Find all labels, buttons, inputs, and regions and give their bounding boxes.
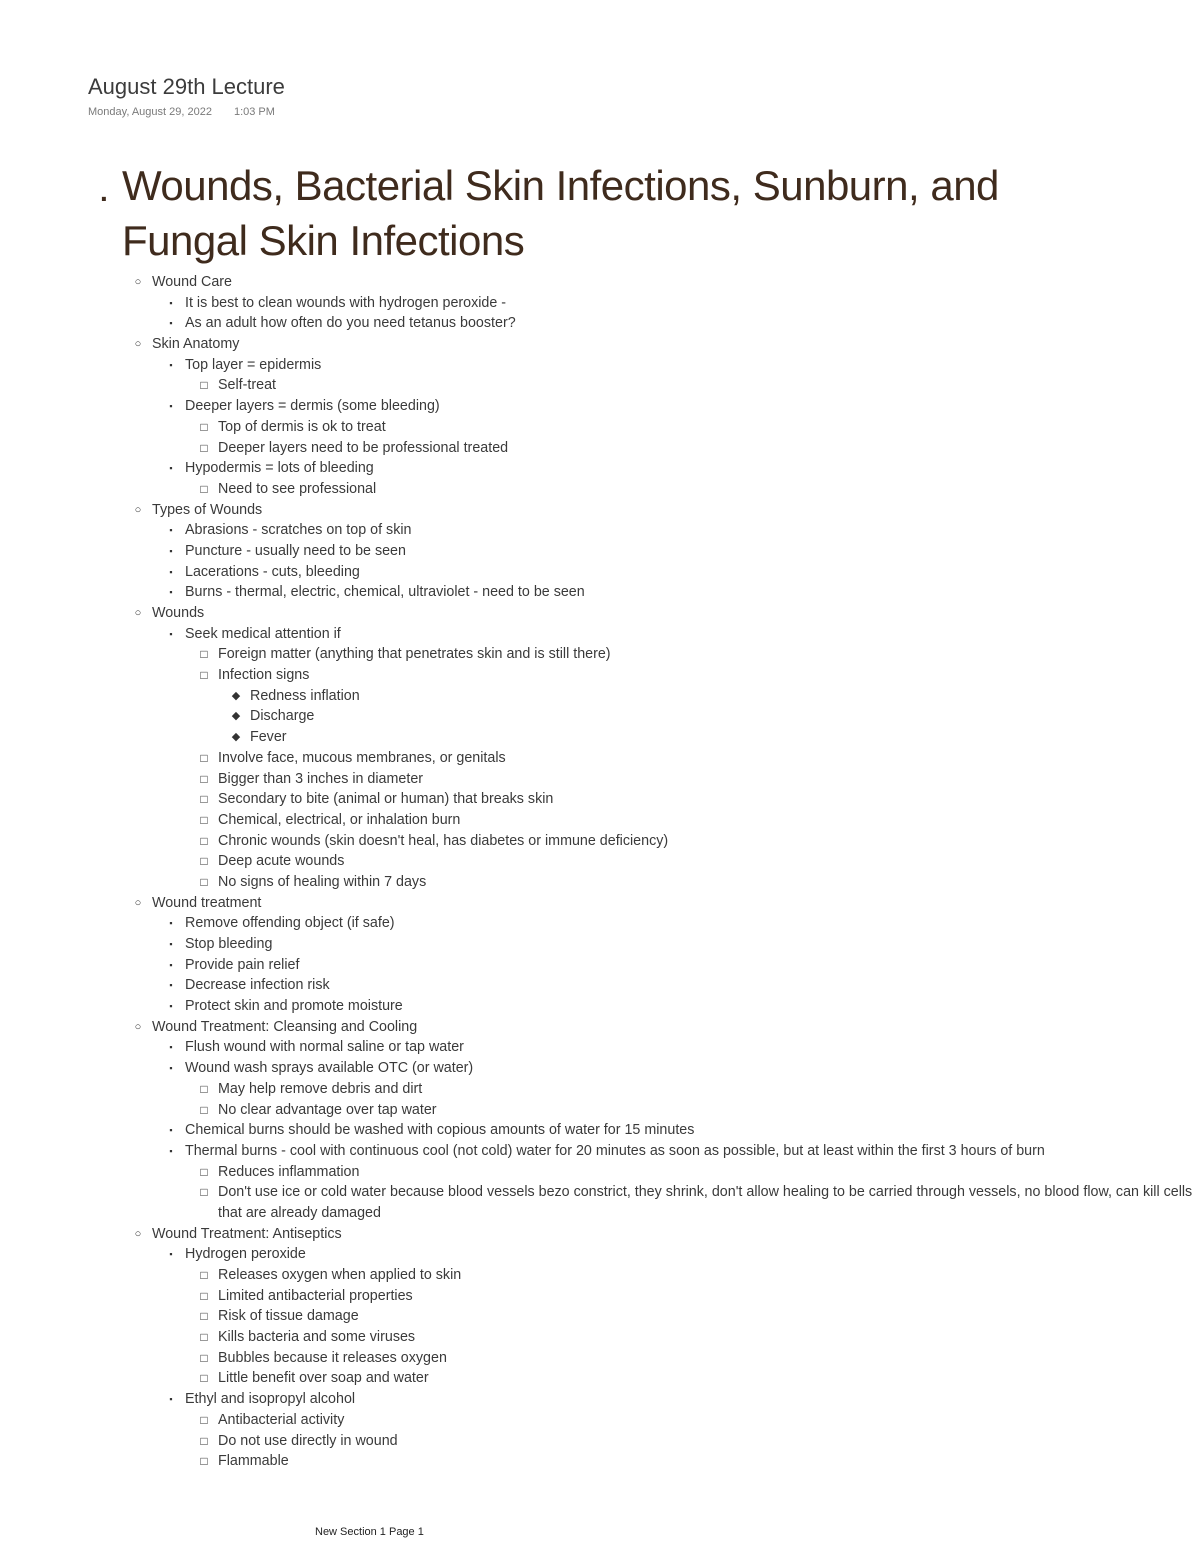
outline-item (0, 913, 1200, 934)
bullet-icon: ▪ (169, 463, 173, 474)
bullet-icon: ▪ (169, 1063, 173, 1074)
outline-item (0, 1037, 1200, 1058)
bullet-icon: ▪ (169, 1125, 173, 1136)
outline-item-text: Involve face, mucous membranes, or genitals (218, 749, 506, 766)
outline-item (0, 1058, 1200, 1079)
bullet-icon: ○ (134, 1227, 142, 1240)
outline-item (0, 686, 1200, 707)
outline-item-text: Abrasions - scratches on top of skin (185, 522, 412, 539)
bullet-icon: □ (200, 1433, 208, 1448)
bullet-icon: ○ (134, 607, 142, 619)
bullet-icon: □ (200, 1350, 208, 1365)
outline-item-text: Puncture - usually need to be seen (185, 542, 406, 559)
bullet-icon: ▪ (169, 1249, 173, 1260)
outline-item-text: Need to see professional (218, 480, 377, 497)
outline-item (0, 851, 1200, 872)
outline-item-text: Hypodermis = lots of bleeding (185, 460, 374, 477)
outline-item (0, 1224, 1200, 1245)
outline-item (0, 872, 1200, 893)
outline-item-text: Top layer = epidermis (185, 356, 322, 373)
outline-item-text: Burns - thermal, electric, chemical, ultraviolet - need to be seen (185, 584, 585, 601)
outline-item (0, 1368, 1200, 1389)
outline-item-text: Little benefit over soap and water (218, 1370, 429, 1387)
bullet-icon: ▪ (169, 980, 173, 991)
outline-list (0, 272, 1200, 1472)
bullet-icon: ▪ (169, 587, 173, 598)
bullet-icon: □ (200, 419, 208, 434)
outline-item-text: Deeper layers need to be professional treated (218, 439, 509, 456)
bullet-icon: □ (200, 874, 208, 889)
outline-item-text: As an adult how often do you need tetanus booster? (185, 315, 516, 332)
bullet-icon: ○ (134, 338, 142, 351)
outline-item (0, 831, 1200, 852)
outline-item-text: Deeper layers = dermis (some bleeding) (185, 398, 440, 415)
outline-item (0, 1431, 1200, 1452)
bullet-icon: ▪ (169, 628, 173, 639)
bullet-icon: ○ (134, 503, 142, 516)
outline-item-text: Skin Anatomy (152, 336, 240, 353)
outline-item-text: Kills bacteria and some viruses (218, 1329, 416, 1346)
outline-item (0, 1079, 1200, 1100)
bullet-icon: □ (200, 833, 208, 848)
bullet-icon: ▪ (169, 918, 173, 929)
bullet-icon: □ (200, 1185, 208, 1200)
bullet-icon: □ (200, 1371, 208, 1386)
outline-item (0, 624, 1200, 645)
outline-item (0, 334, 1200, 355)
bullet-icon: ▪ (169, 566, 173, 577)
outline-item-text: Wound treatment (152, 894, 262, 911)
outline-item-text: May help remove debris and dirt (218, 1080, 423, 1097)
outline-item-text: Lacerations - cuts, bleeding (185, 563, 360, 580)
outline-item-text: Stop bleeding (185, 936, 273, 952)
outline-item (0, 313, 1200, 334)
bullet-icon: ○ (134, 1020, 142, 1033)
outline-item-text: Types of Wounds (152, 501, 263, 518)
bullet-icon: □ (200, 647, 208, 662)
page-date: Monday, August 29, 2022 (88, 106, 212, 118)
outline-item-text: Top of dermis is ok to treat (218, 418, 386, 435)
outline-item (0, 727, 1200, 748)
outline-item (0, 293, 1200, 314)
bullet-icon: ▪ (169, 545, 173, 556)
bullet-icon: ◆ (231, 710, 241, 723)
section-heading: Wounds, Bacterial Skin Infections, Sunburn, and Fungal Skin Infections (122, 162, 999, 264)
outline-item-text: Flush wound with normal saline or tap water (185, 1039, 464, 1056)
bullet-icon: □ (200, 1330, 208, 1345)
heading-bullet: . (100, 176, 108, 207)
outline-item (0, 1182, 1200, 1223)
page-meta (88, 106, 275, 118)
outline-item-text: Antibacterial activity (218, 1411, 345, 1428)
bullet-icon: ▪ (169, 359, 173, 370)
outline-item (0, 769, 1200, 790)
outline-item (0, 1162, 1200, 1183)
outline-item-text: Limited antibacterial properties (218, 1287, 413, 1304)
outline-item (0, 1451, 1200, 1472)
bullet-icon: ▪ (169, 1042, 173, 1053)
outline-item (0, 500, 1200, 521)
bullet-icon: □ (200, 1309, 208, 1324)
outline-item-text: Wound Treatment: Antiseptics (152, 1225, 342, 1242)
outline-item-text: Remove offending object (if safe) (185, 915, 395, 932)
outline-item (0, 644, 1200, 665)
outline-item (0, 789, 1200, 810)
outline-item-text: Provide pain relief (185, 956, 300, 973)
outline-item (0, 603, 1200, 624)
outline-item (0, 1327, 1200, 1348)
outline-item-text: Seek medical attention if (185, 625, 341, 642)
bullet-icon: □ (200, 668, 208, 683)
outline-item-text: Decrease infection risk (185, 977, 330, 994)
bullet-icon: ◆ (231, 689, 241, 702)
outline-item-text: No signs of healing within 7 days (218, 873, 427, 890)
bullet-icon: □ (200, 1081, 208, 1096)
outline-item-text: Foreign matter (anything that penetrates skin and is still there) (218, 646, 611, 663)
bullet-icon: □ (200, 854, 208, 869)
outline-item (0, 458, 1200, 479)
outline-item-text: Self-treat (218, 377, 277, 394)
bullet-icon: □ (200, 1288, 208, 1303)
outline-item (0, 1120, 1200, 1141)
outline-item (0, 1286, 1200, 1307)
page-title: August 29th Lecture (88, 74, 285, 99)
bullet-icon: ▪ (169, 525, 173, 536)
bullet-icon: ○ (134, 276, 142, 288)
bullet-icon: □ (200, 792, 208, 807)
outline-item (0, 479, 1200, 500)
outline-item (0, 375, 1200, 396)
outline-item-text: Discharge (250, 708, 315, 725)
outline-item-text: Protect skin and promote moisture (185, 998, 403, 1015)
outline-item (0, 1100, 1200, 1121)
outline-item (0, 562, 1200, 583)
outline-item-text: Do not use directly in wound (218, 1432, 398, 1449)
outline-item (0, 1306, 1200, 1327)
outline-item (0, 438, 1200, 459)
outline-item (0, 706, 1200, 727)
bullet-icon: □ (200, 481, 208, 496)
outline-item (0, 272, 1200, 293)
bullet-icon: ▪ (169, 959, 173, 970)
outline-item (0, 582, 1200, 603)
bullet-icon: □ (200, 1454, 208, 1469)
outline-item-text: Wound Treatment: Cleansing and Cooling (152, 1018, 418, 1035)
outline-item (0, 1389, 1200, 1410)
outline-item-text: Redness inflation (250, 687, 360, 704)
bullet-icon: ▪ (169, 318, 173, 329)
bullet-icon: □ (200, 771, 208, 786)
outline-item (0, 1265, 1200, 1286)
outline-item (0, 1141, 1200, 1162)
outline-item (0, 541, 1200, 562)
outline-item (0, 810, 1200, 831)
outline-item-text: It is best to clean wounds with hydrogen peroxide - (185, 294, 507, 311)
bullet-icon: ○ (134, 896, 142, 909)
bullet-icon: ▪ (169, 1001, 173, 1012)
outline-item-text: Infection signs (218, 667, 310, 684)
page-time: 1:03 PM (233, 106, 275, 118)
bullet-icon: □ (200, 750, 208, 765)
outline-item-text: Wound Care (152, 274, 233, 290)
outline-item-text: Chronic wounds (skin doesn't heal, has diabetes or immune deficiency) (218, 832, 669, 849)
outline-item-text: Wound wash sprays available OTC (or water) (185, 1060, 474, 1077)
outline-item-text: Hydrogen peroxide (185, 1246, 306, 1263)
bullet-icon: ▪ (169, 1145, 173, 1156)
outline-item (0, 1244, 1200, 1265)
bullet-icon: □ (200, 1412, 208, 1427)
outline-item (0, 520, 1200, 541)
outline-item-text: Wounds (152, 605, 205, 621)
outline-item-text: Secondary to bite (animal or human) that breaks skin (218, 791, 554, 808)
outline-item-text: Deep acute wounds (218, 853, 345, 870)
outline-item-text: No clear advantage over tap water (218, 1101, 437, 1118)
page-footer: New Section 1 Page 1 (315, 1526, 424, 1538)
outline-item (0, 748, 1200, 769)
outline-item-text: Don't use ice or cold water because blood vessels bezo constrict, they shrink, don't allow healing to be carried through vessels, no blood flow, can kill cells that are already damaged (218, 1184, 1193, 1221)
bullet-icon: ◆ (231, 731, 241, 744)
bullet-icon: ▪ (169, 939, 173, 949)
outline-item-text: Chemical burns should be washed with copious amounts of water for 15 minutes (185, 1122, 695, 1139)
outline-item-text: Risk of tissue damage (218, 1308, 359, 1325)
outline-item-text: Ethyl and isopropyl alcohol (185, 1391, 356, 1408)
outline-item (0, 975, 1200, 996)
outline-item (0, 934, 1200, 955)
bullet-icon: ▪ (169, 297, 173, 308)
outline-item (0, 1410, 1200, 1431)
bullet-icon: □ (200, 1164, 208, 1179)
outline-item-text: Thermal burns - cool with continuous cool (not cold) water for 20 minutes as soon as possible, but at least within the first 3 hours of burn (185, 1142, 1045, 1159)
outline-item (0, 355, 1200, 376)
outline-item-text: Releases oxygen when applied to skin (218, 1267, 462, 1284)
bullet-icon: □ (200, 378, 208, 393)
outline-item-text: Flammable (218, 1453, 289, 1470)
outline-item (0, 893, 1200, 914)
bullet-icon: ▪ (169, 1394, 173, 1405)
outline-item-text: Bigger than 3 inches in diameter (218, 770, 424, 787)
bullet-icon: □ (200, 440, 208, 455)
outline-item (0, 396, 1200, 417)
outline-item-text: Chemical, electrical, or inhalation burn (218, 811, 461, 828)
outline-item-text: Reduces inflammation (218, 1163, 360, 1180)
bullet-icon: □ (200, 1102, 208, 1117)
bullet-icon: □ (200, 1268, 208, 1283)
outline-item (0, 1017, 1200, 1038)
outline-item-text: Fever (250, 729, 287, 746)
outline-item (0, 955, 1200, 976)
bullet-icon: ▪ (169, 401, 173, 412)
outline-item-text: Bubbles because it releases oxygen (218, 1349, 447, 1366)
bullet-icon: □ (200, 812, 208, 827)
outline-item (0, 417, 1200, 438)
outline-item (0, 1348, 1200, 1369)
outline-item (0, 996, 1200, 1017)
outline-item (0, 665, 1200, 686)
